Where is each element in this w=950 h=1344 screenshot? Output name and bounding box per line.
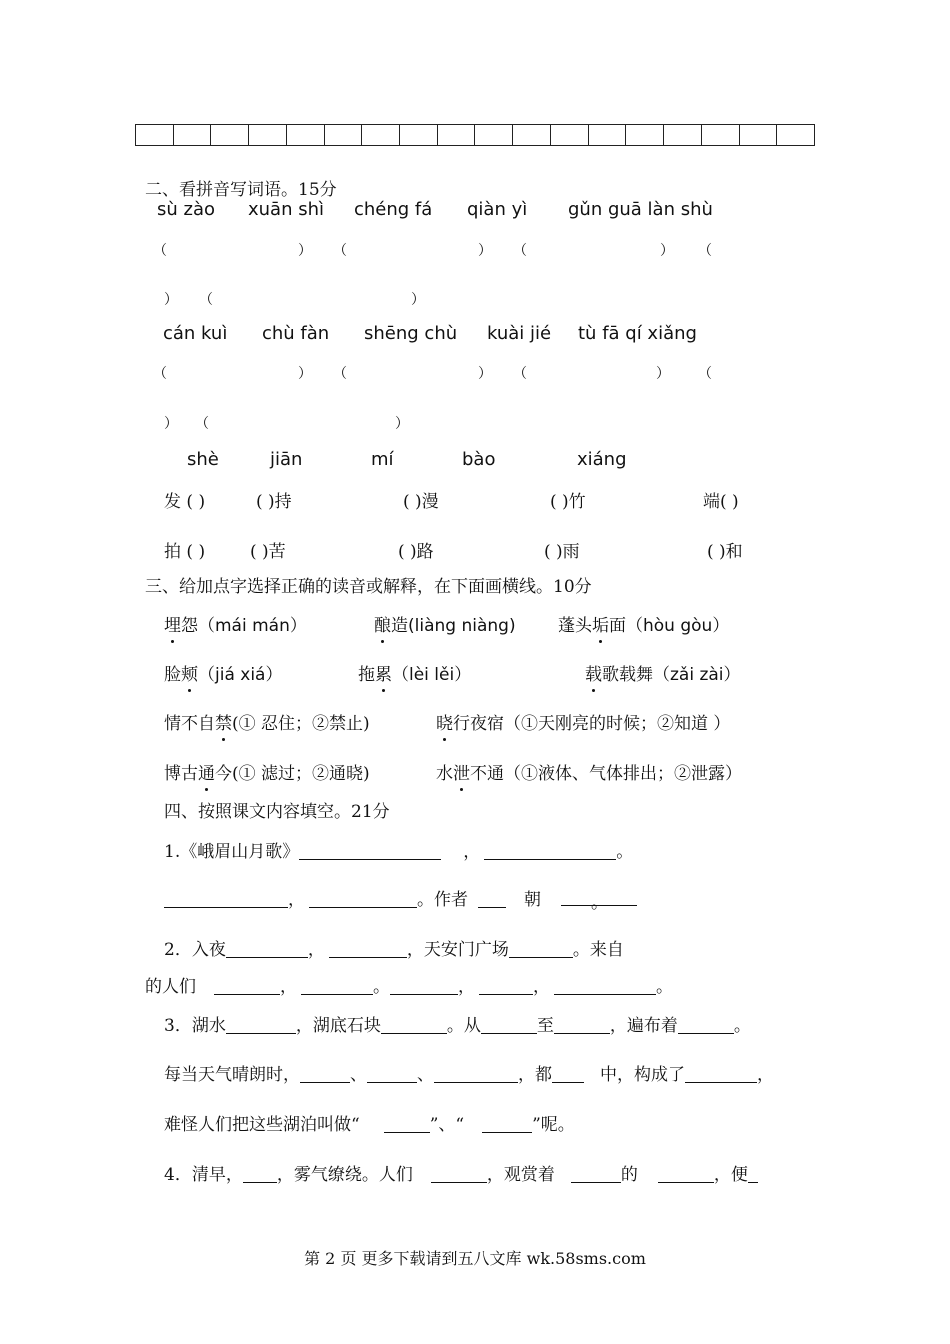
paren: ） [660,243,674,259]
pinyin: sù zào [157,199,215,220]
paren: （ [333,243,347,259]
paren: ） [411,292,425,308]
question-3-line-1: 3．湖水 ，湖底石块 。从 至 ，遍布着 。 [164,1016,751,1036]
fill-item: ( )和 [707,542,743,562]
question-3-line-2: 每当天气晴朗时， 、 、 ，都 中，构成了 ， [164,1065,774,1085]
pinyin: qiàn yì [467,199,528,220]
fill-item: ( )路 [398,542,434,562]
dotted-char: 酿 [374,616,391,636]
paren: （ [153,243,167,259]
pinyin: jiān [270,449,303,470]
paren: ） [656,366,670,382]
paren: ） [164,292,178,308]
pinyin: tù fā qí xiǎng [578,323,697,344]
question-1-line-2: ， 。作者 朝 。 [164,885,637,910]
dotted-char: 泄 [453,764,470,784]
answer-grid [135,124,815,146]
paren: （ [195,416,209,432]
pinyin: bào [462,449,496,470]
meaning-item: 水泄不通（①液体、气体排出；②泄露） [436,764,742,784]
section-4-heading: 四、按照课文内容填空。21分 [164,802,390,822]
fill-item: 拍 ( ) [164,542,206,562]
fill-item: ( )竹 [550,492,586,512]
question-2-line-2: 的人们 ， 。 ， ， 。 [145,977,673,997]
meaning-item: 情不自禁(① 忍住；②禁止) [164,714,370,734]
fill-item: ( )持 [256,492,292,512]
paren: ） [395,416,409,432]
dotted-char: 垢 [592,616,609,636]
paren: ） [164,416,178,432]
fill-item: 发 ( ) [164,492,206,512]
dotted-char: 累 [375,665,392,685]
paren: （ [513,366,527,382]
reading-item: 蓬头垢面（hòu gòu） [558,616,730,636]
question-1-line-1: 1.《峨眉山月歌》 ， 。 [164,842,634,862]
paren: ） [478,243,492,259]
reading-item: 埋怨（mái mán） [164,616,307,636]
paren: ） [478,366,492,382]
pinyin: gǔn guā làn shù [568,199,713,220]
paren: ） [298,243,312,259]
reading-item: 拖累（lèi lěi） [358,665,472,685]
fill-item: ( )雨 [544,542,580,562]
pinyin: chù fàn [262,323,330,344]
pinyin: kuài jié [487,323,552,344]
reading-item: 脸颊（jiá xiá） [164,665,283,685]
question-3-line-3: 难怪人们把这些湖泊叫做“ ”、“ ”呢。 [164,1115,575,1135]
fill-item: 端( ) [703,492,739,512]
paren: （ [513,243,527,259]
paren: （ [333,366,347,382]
pinyin: chéng fá [354,199,433,220]
dotted-char: 禁 [215,714,232,734]
meaning-item: 博古通今(① 滤过；②通晓) [164,764,370,784]
section-3-heading: 三、给加点字选择正确的读音或解释，在下面画横线。10分 [145,577,592,597]
paren: （ [698,243,712,259]
pinyin: shè [187,449,219,470]
paren: ） [298,366,312,382]
fill-item: ( )苦 [250,542,286,562]
dotted-char: 通 [198,764,215,784]
pinyin: mí [371,449,394,470]
section-2-heading: 二、看拼音写词语。15分 [145,180,337,200]
pinyin: xuān shì [248,199,325,220]
dotted-char: 载 [585,665,602,685]
dotted-char: 晓 [436,714,453,734]
pinyin: shēng chù [364,323,458,344]
dotted-char: 颊 [181,665,198,685]
paren: （ [153,366,167,382]
paren: （ [698,366,712,382]
reading-item: 载歌载舞（zǎi zài） [585,665,741,685]
question-4-line-1: 4．清早， ，雾气缭绕。人们 ，观赏着 的 ，便 [164,1160,758,1185]
question-2-line-1: 2．入夜 ， ，天安门广场 。来自 [164,940,624,960]
fill-item: ( )漫 [403,492,439,512]
dotted-char: 埋 [164,616,181,636]
pinyin: cán kuì [163,323,228,344]
page-footer: 第 2 页 更多下载请到五八文库 wk.58sms.com [304,1249,646,1268]
reading-item: 酿造(liàng niàng) [374,616,516,636]
paren: （ [199,292,213,308]
pinyin: xiáng [577,449,627,470]
meaning-item: 晓行夜宿（①天刚亮的时候；②知道 ） [436,714,731,734]
